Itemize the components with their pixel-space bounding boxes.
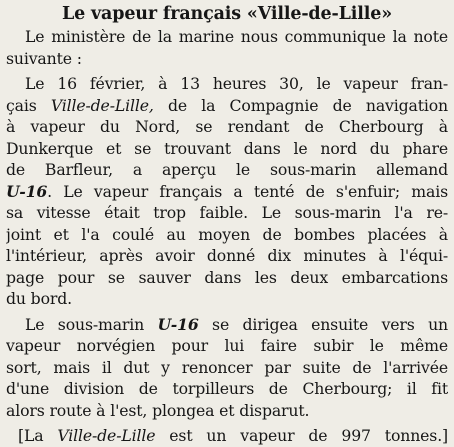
text-run: Le sous-marin	[25, 314, 158, 334]
emphasized-text: U-16	[157, 314, 199, 334]
text-line: Le ministère de la marine nous communique la note	[25, 27, 448, 46]
text-run: page pour se sauver dans les deux embarcations	[6, 267, 448, 287]
text-run: joint et l'a coulé au moyen de bombes placées à	[6, 224, 448, 244]
text-line: suivante :	[6, 48, 82, 68]
text-run: de Barfleur, a aperçu le sous-marin allemand	[6, 160, 448, 179]
emphasized-text: U-16	[6, 181, 48, 201]
text-line	[6, 181, 448, 203]
text-line	[6, 314, 448, 336]
paragraph-1	[6, 73, 448, 310]
text-line	[6, 116, 448, 138]
text-line	[6, 378, 448, 400]
text-run: du bord.	[6, 289, 72, 308]
text-line	[6, 288, 448, 310]
text-line	[6, 202, 448, 224]
text-run: sa vitesse était trop faible. Le sous-marin l'a re-	[6, 203, 448, 222]
text-run: Dunkerque et se trouvant dans le nord du phare	[6, 138, 448, 158]
text-line	[6, 357, 448, 379]
article-title: Le vapeur français «Ville-de-Lille»	[61, 4, 393, 24]
text-run: sort, mais il dut y renoncer par suite de l'arrivée	[6, 357, 448, 377]
text-line	[6, 95, 448, 117]
text-run: se dirigea ensuite vers un	[198, 314, 448, 334]
text-run: à vapeur du Nord, se rendant de Cherbourg à	[6, 117, 448, 136]
text-run: alors route à l'est, plongea et disparut.	[6, 400, 310, 420]
text-line	[6, 245, 448, 267]
text-line	[6, 224, 448, 246]
text-run: [La	[18, 426, 58, 445]
emphasized-text: Ville-de-Lille	[57, 426, 156, 445]
emphasized-text: Ville-de-Lille,	[50, 95, 154, 115]
text-line	[6, 159, 448, 181]
text-run: . Le vapeur français a tenté de s'enfuir; mais	[47, 181, 448, 201]
text-run: de la Compagnie de navigation	[153, 95, 448, 115]
paragraph-2	[6, 314, 448, 422]
text-line	[6, 73, 448, 95]
text-run: çais	[6, 95, 51, 115]
text-line	[6, 267, 448, 289]
text-run: Le 16 février, à 13 heures 30, le vapeur fran-	[25, 74, 448, 93]
text-run: l'intérieur, après avoir donné dix minutes à l'équi-	[6, 246, 448, 265]
text-run: vapeur norvégien pour lui faire subir le même	[6, 336, 448, 355]
text-run: d'une division de torpilleurs de Cherbourg; il fit	[6, 379, 448, 398]
text-line	[6, 400, 448, 422]
text-run: est un vapeur de 997 tonnes.]	[155, 426, 448, 445]
intro-paragraph	[6, 26, 448, 69]
text-line	[6, 335, 448, 357]
text-line	[6, 138, 448, 160]
